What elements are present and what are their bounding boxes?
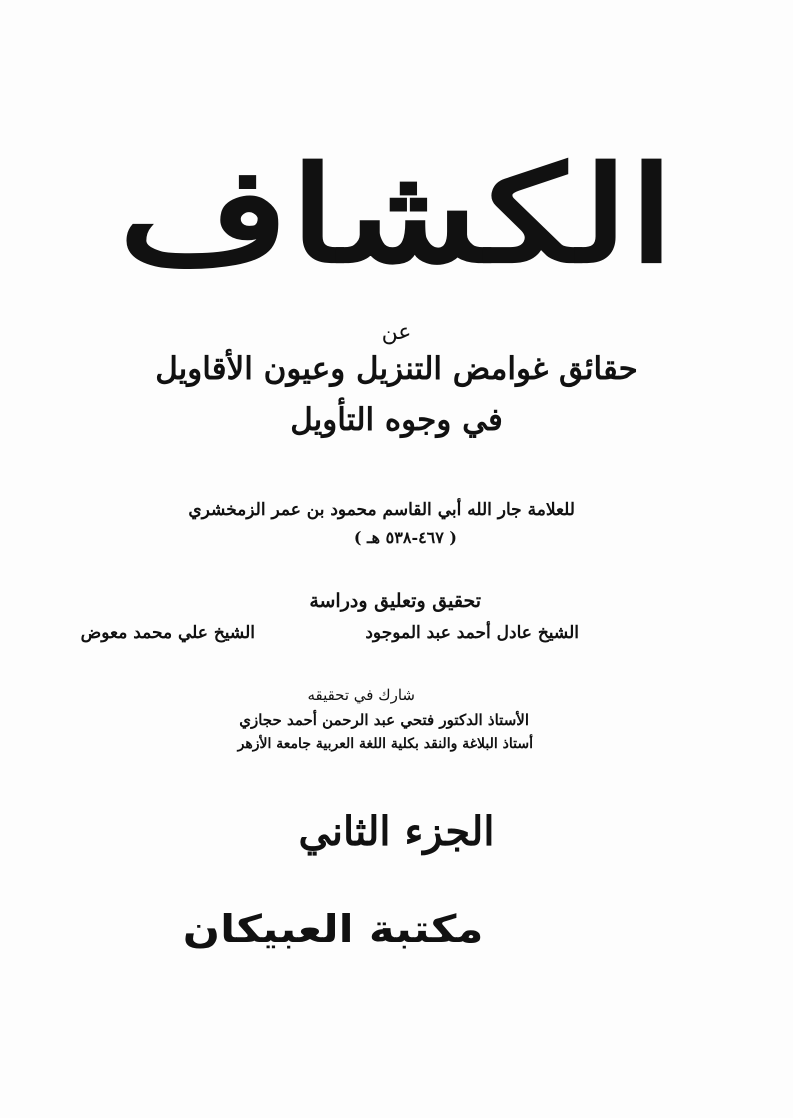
subtitle-line-2: في وجوه التأويل <box>290 402 503 438</box>
book-title: الكشاف <box>118 138 675 293</box>
editor-name-2: الشيخ علي محمد معوض <box>80 623 255 643</box>
participated-label: شارك في تحقيقه <box>307 686 415 704</box>
publisher-logo: مكتبة العبيكان <box>182 907 483 951</box>
title-connector: عن <box>381 320 412 345</box>
subtitle-line-1: حقائق غوامض التنزيل وعيون الأقاويل <box>155 351 638 387</box>
contributor-name: الأستاذ الدكتور فتحي عبد الرحمن أحمد حجازي <box>239 711 529 729</box>
volume-label: الجزء الثاني <box>298 808 495 855</box>
contributor-title: أستاذ البلاغة والنقد بكلية اللغة العربية جامعة الأزهر <box>237 736 533 752</box>
editor-name-1: الشيخ عادل أحمد عبد الموجود <box>365 623 579 643</box>
editing-label: تحقيق وتعليق ودراسة <box>309 590 481 612</box>
author-line: للعلامة جار الله أبي القاسم محمود بن عمر الزمخشري <box>188 500 575 520</box>
author-dates: ( ٤٦٧-٥٣٨ هـ ) <box>353 528 457 547</box>
